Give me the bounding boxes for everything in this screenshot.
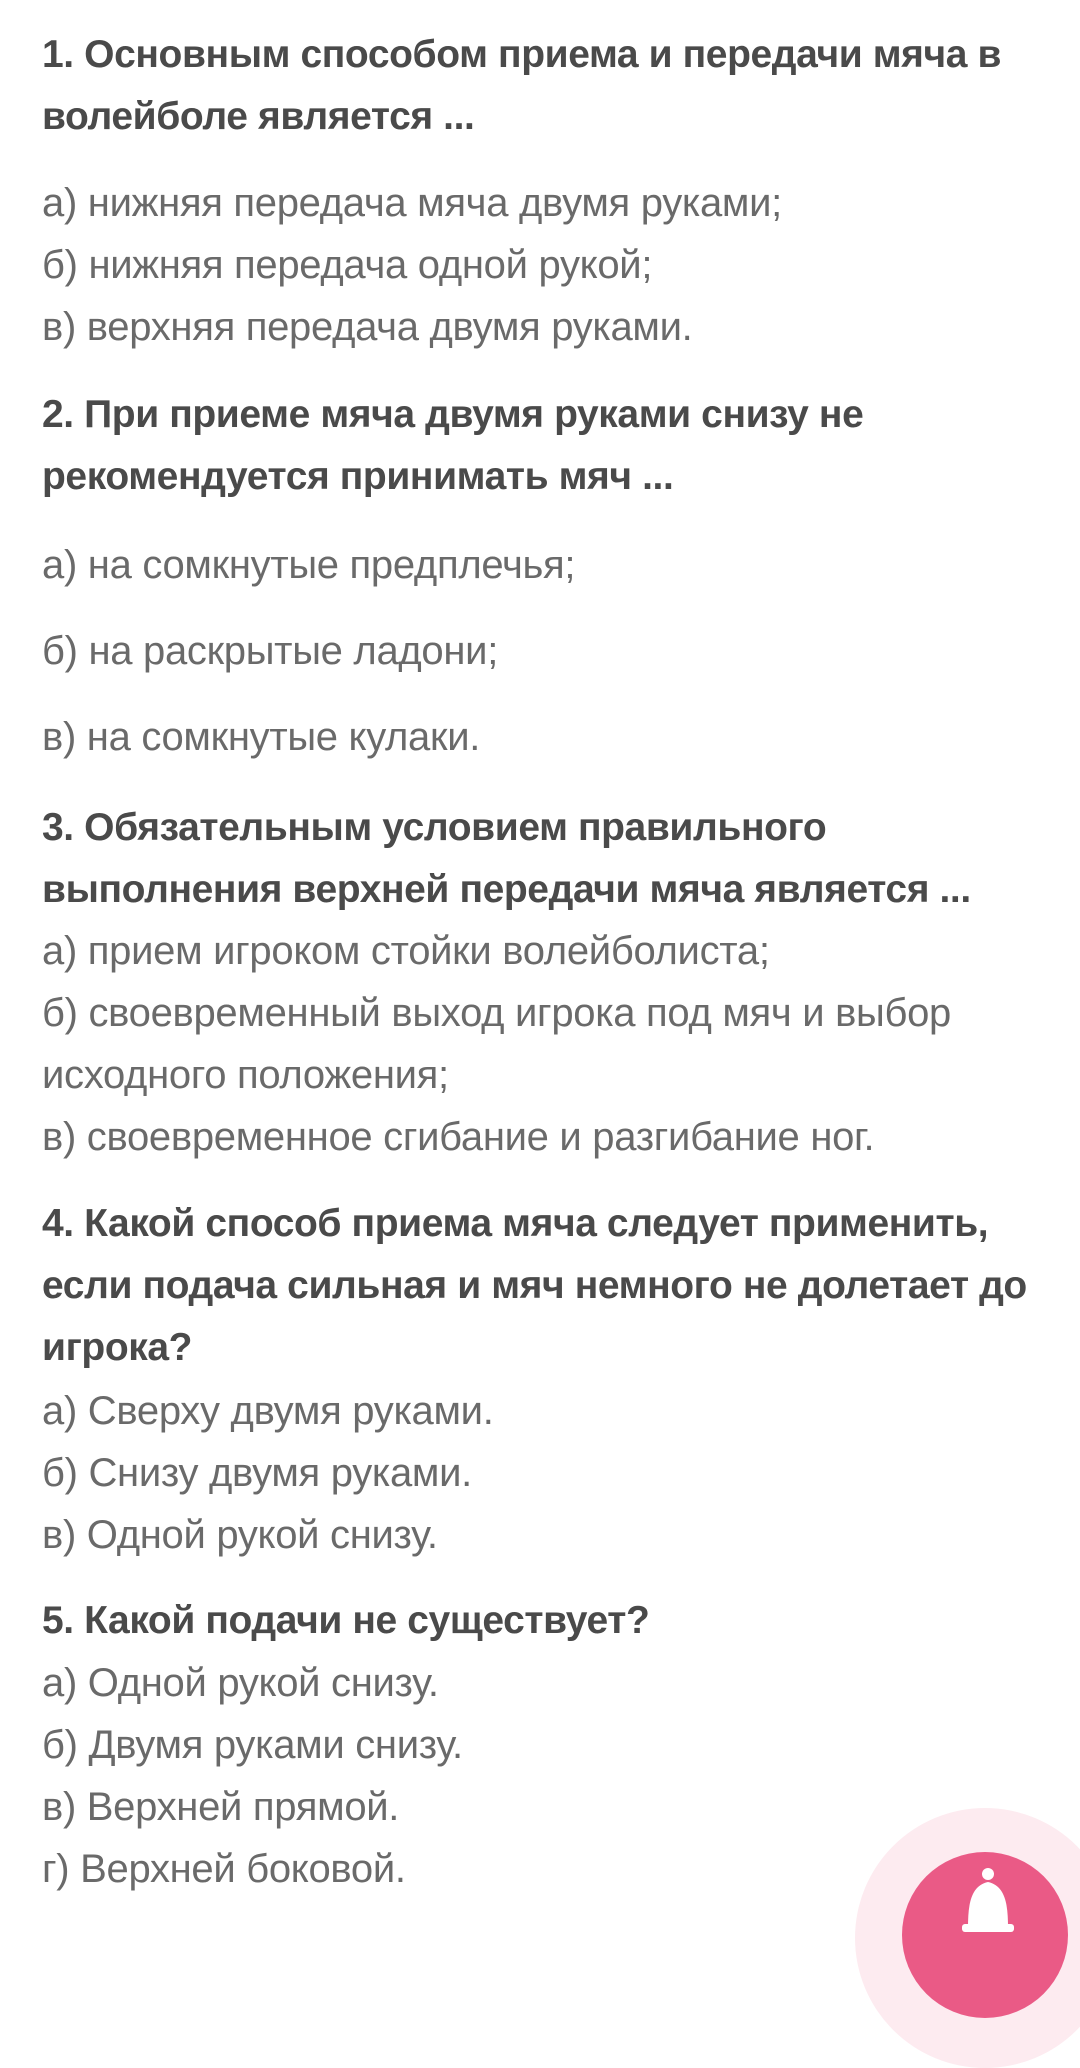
question-1-answer-b: б) нижняя передача одной рукой; <box>42 243 653 287</box>
question-3-answer-a: а) прием игроком стойки волейболиста; <box>42 929 770 973</box>
question-4-answer-b: б) Снизу двумя руками. <box>42 1451 472 1495</box>
question-3-answer-b: б) своевременный выход игрока под мяч и выбор исходного положения; <box>42 991 952 1097</box>
question-2-text: 2. При приеме мяча двумя руками снизу не рекомендуется принимать мяч ... <box>42 393 864 498</box>
question-5-answer-d: г) Верхней боковой. <box>42 1847 406 1891</box>
question-1-answer-c: в) верхняя передача двумя руками. <box>42 305 693 349</box>
question-5-answer-b: б) Двумя руками снизу. <box>42 1723 463 1767</box>
question-3-answer-c: в) своевременное сгибание и разгибание ног. <box>42 1115 875 1159</box>
question-1-text: 1. Основным способом приема и передачи мяча в волейболе является ... <box>42 33 1002 138</box>
question-4-text: 4. Какой способ приема мяча следует применить, если подача сильная и мяч немного не долетает до игрока? <box>42 1202 1027 1369</box>
question-2-answer-b: б) на раскрытые ладони; <box>42 629 499 673</box>
question-1-answer-a: а) нижняя передача мяча двумя руками; <box>42 181 782 225</box>
question-3-text: 3. Обязательным условием правильного выполнения верхней передачи мяча является ... <box>42 806 971 911</box>
question-5-answer-a: а) Одной рукой снизу. <box>42 1661 439 1705</box>
question-4-answer-a: а) Сверху двумя руками. <box>42 1389 494 1433</box>
question-4-answer-c: в) Одной рукой снизу. <box>42 1513 438 1557</box>
question-2-answer-a: а) на сомкнутые предплечья; <box>42 543 576 587</box>
bell-icon <box>958 1866 1018 1936</box>
question-5-text: 5. Какой подачи не существует? <box>42 1599 650 1642</box>
question-2-answer-c: в) на сомкнутые кулаки. <box>42 715 481 759</box>
question-5-answer-c: в) Верхней прямой. <box>42 1785 400 1829</box>
notification-fab-button[interactable] <box>902 1852 1068 2018</box>
